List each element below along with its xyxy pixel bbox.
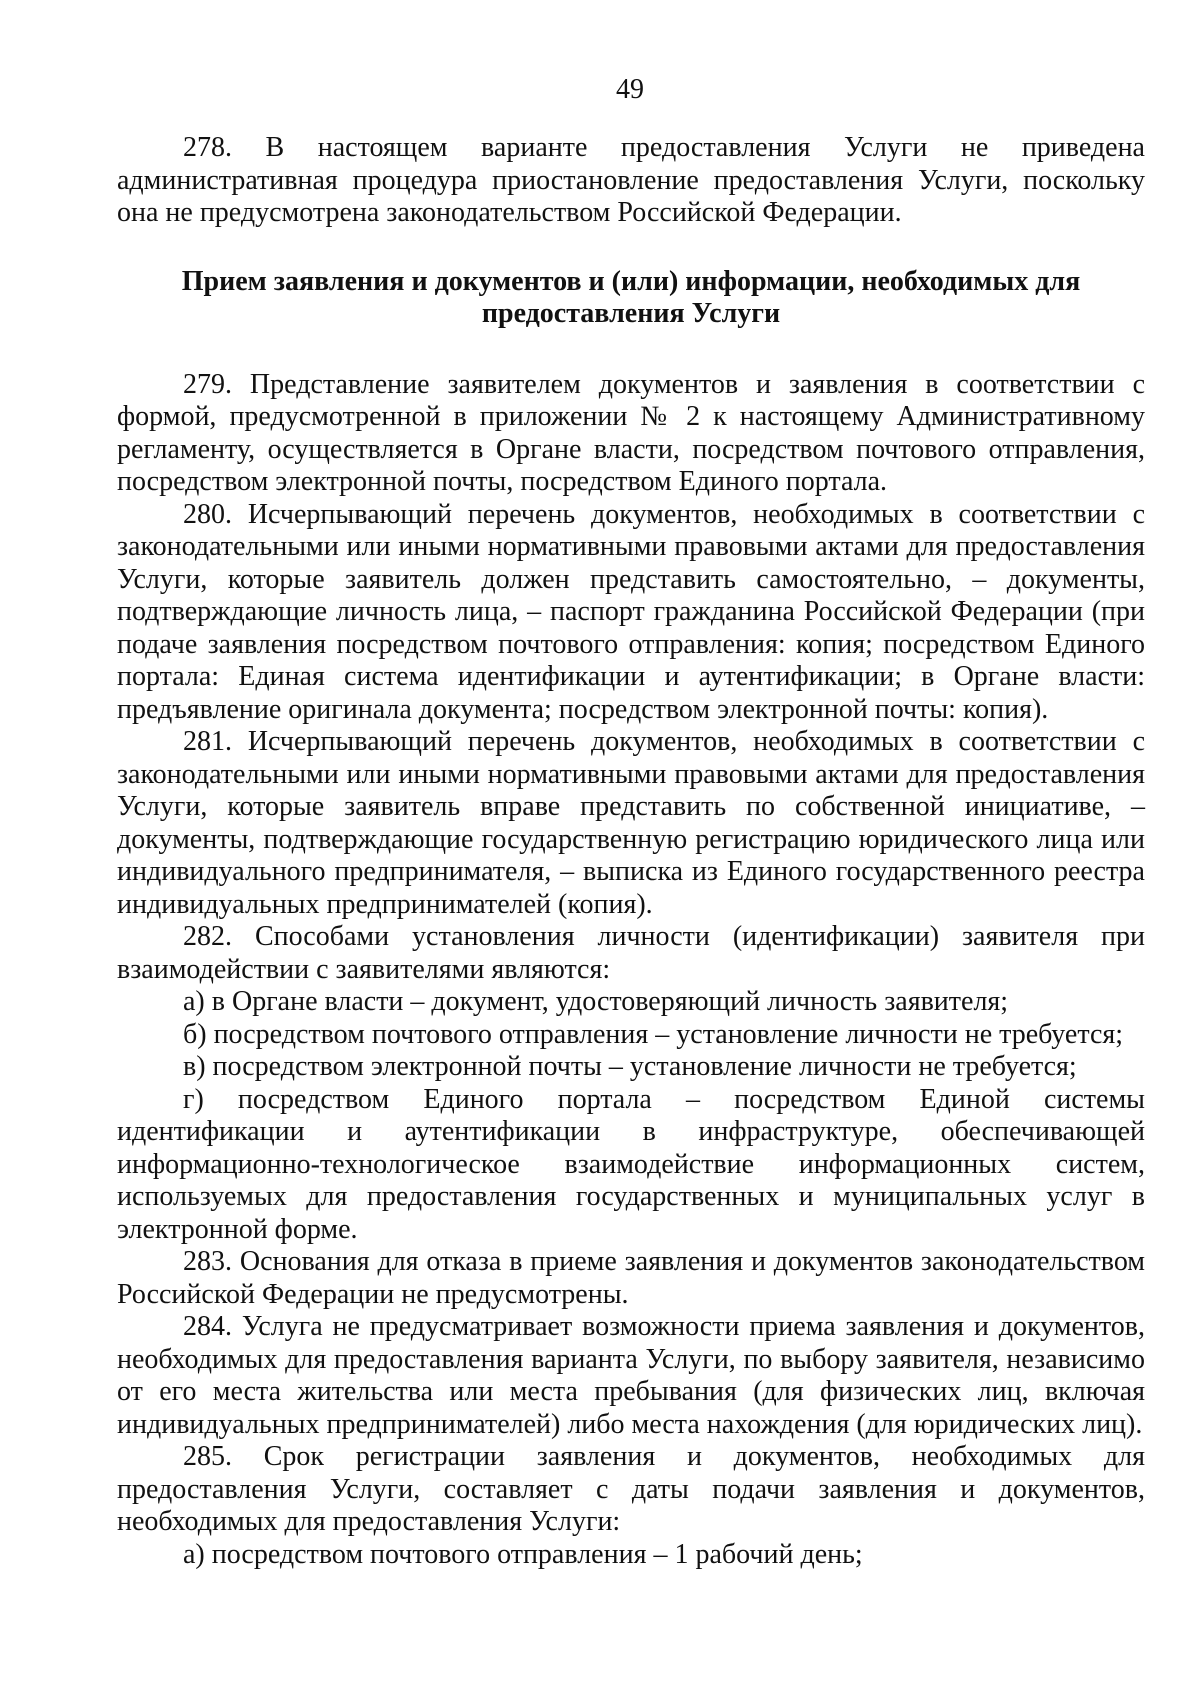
paragraph-284: 284. Услуга не предусматривает возможности приема заявления и документов, необходимых для предоставления варианта Услуги, по выбору заявителя, независимо от его места жительства или места пребывания (для физических лиц, включая индивидуальных предпринимателей) либо места нахождения (для юридических лиц). [117,1311,1145,1440]
paragraph-279: 279. Представление заявителем документов и заявления в соответствии с формой, предусмотренной в приложении № 2 к настоящему Административному регламенту, осуществляется в Органе власти, посредством почтового отправления, посредством электронной почты, посредством Единого портала. [117,368,1145,497]
section-heading [117,266,1145,331]
paragraph-278: 278. В настоящем варианте предоставления Услуги не приведена административная процедура приостановление предоставления Услуги, поскольку она не предусмотрена законодательством Российской Федерации. [117,132,1145,228]
paragraph-283: 283. Основания для отказа в приеме заявления и документов законодательством Российской Федерации не предусмотрены. [117,1246,1145,1310]
document-body [117,132,1145,1571]
section-heading-line-2: предоставления Услуги [481,298,781,329]
list-item-282-b: б) посредством почтового отправления – установление личности не требуется; [183,1018,1124,1050]
list-item-285-a: а) посредством почтового отправления – 1 рабочий день; [183,1538,863,1570]
paragraph-280: 280. Исчерпывающий перечень документов, необходимых в соответствии с законодательными или иными нормативными правовыми актами для предоставления Услуги, которые заявитель должен представить самостоятельно, – документы, подтверждающие личность лица, – паспорт гражданина Российской Федерации (при подаче заявления посредством почтового отправления: копия; посредством Единого портала: Единая система идентификации и аутентификации; в Органе власти: предъявление оригинала документа; посредством электронной почты: копия). [117,498,1145,725]
paragraph-282: 282. Способами установления личности (идентификации) заявителя при взаимодействии с заявителями являются: [117,921,1145,985]
list-item-282-a: а) в Органе власти – документ, удостоверяющий личность заявителя; [183,986,1009,1017]
list-item-282-g: г) посредством Единого портала – посредством Единой системы идентификации и аутентификации в инфраструктуре, обеспечивающей информационно-технологическое взаимодействие информационных систем, используемых для предоставления государственных и муниципальных услуг в электронной форме. [117,1083,1145,1245]
paragraph-285: 285. Срок регистрации заявления и документов, необходимых для предоставления Услуги, составляет с даты подачи заявления и документов, необходимых для предоставления Услуги: [117,1441,1145,1537]
list-item-282-v: в) посредством электронной почты – установление личности не требуется; [183,1051,1077,1082]
paragraph-281: 281. Исчерпывающий перечень документов, необходимых в соответствии с законодательными или иными нормативными правовыми актами для предоставления Услуги, которые заявитель вправе представить по собственной инициативе, – документы, подтверждающие государственную регистрацию юридического лица или индивидуального предпринимателя, – выписка из Единого государственного реестра индивидуальных предпринимателей (копия). [117,726,1145,920]
page-number: 49 [616,74,644,105]
section-heading-line-1: Прием заявления и документов и (или) информации, необходимых для [181,265,1081,297]
